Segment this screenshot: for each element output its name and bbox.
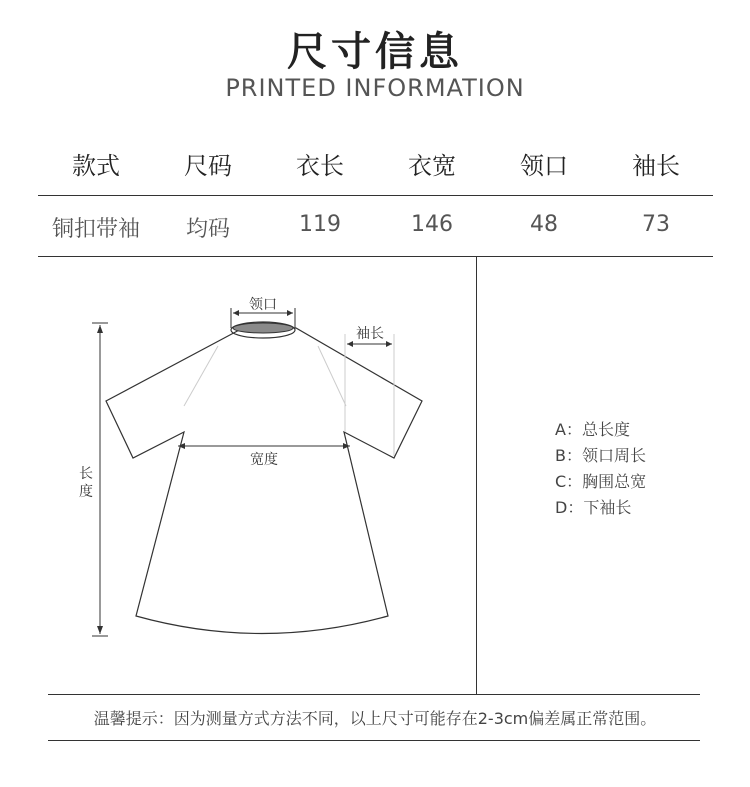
width-label: 宽度 [250,452,278,468]
garment-outline [106,328,422,634]
length-label-1: 长 [79,466,93,482]
table-divider [38,195,713,196]
measurement-legend [555,417,646,521]
cell-style: 铜扣带袖 [51,217,140,242]
neck-arrow-left [233,310,239,316]
page-subtitle: PRINTED INFORMATION [225,74,525,102]
cell-length: 119 [299,212,341,237]
column-header-size: 尺码 [184,152,232,180]
neck-arrow-right [287,310,293,316]
sleeve-label: 袖长 [356,326,384,342]
column-header-length: 衣长 [296,152,344,180]
garment-diagram [48,256,476,694]
raglan-seam-left [184,346,218,406]
column-header-style: 款式 [72,152,120,180]
diagram-bottom-border [48,694,700,695]
diagram-divider [476,256,477,694]
column-header-neck: 领口 [520,152,568,180]
footer-note: 温馨提示：因为测量方式方法不同，以上尺寸可能存在2-3cm偏差属正常范围。 [93,709,657,728]
legend-item-a: A：总长度 [555,420,630,439]
table-row [40,212,712,243]
page-title: 尺寸信息 [287,29,463,75]
legend-item-b: B：领口周长 [555,446,646,465]
length-arrow-top [97,325,103,333]
sleeve-arrow-left [347,341,353,347]
footer-bottom-border [48,740,700,741]
cell-neck: 48 [530,212,558,237]
legend-item-c: C：胸围总宽 [555,472,647,491]
collar-inner [233,323,293,333]
cell-size: 均码 [185,217,230,242]
neck-label: 领口 [249,297,277,313]
cell-sleeve: 73 [642,212,670,237]
cell-width: 146 [411,212,453,237]
length-label-2: 度 [79,484,93,500]
length-arrow-bottom [97,626,103,634]
column-header-width: 衣宽 [408,152,456,180]
column-header-sleeve: 袖长 [632,152,680,180]
sleeve-arrow-right [386,341,392,347]
table-header-row [40,146,712,181]
legend-item-d: D：下袖长 [555,498,632,517]
